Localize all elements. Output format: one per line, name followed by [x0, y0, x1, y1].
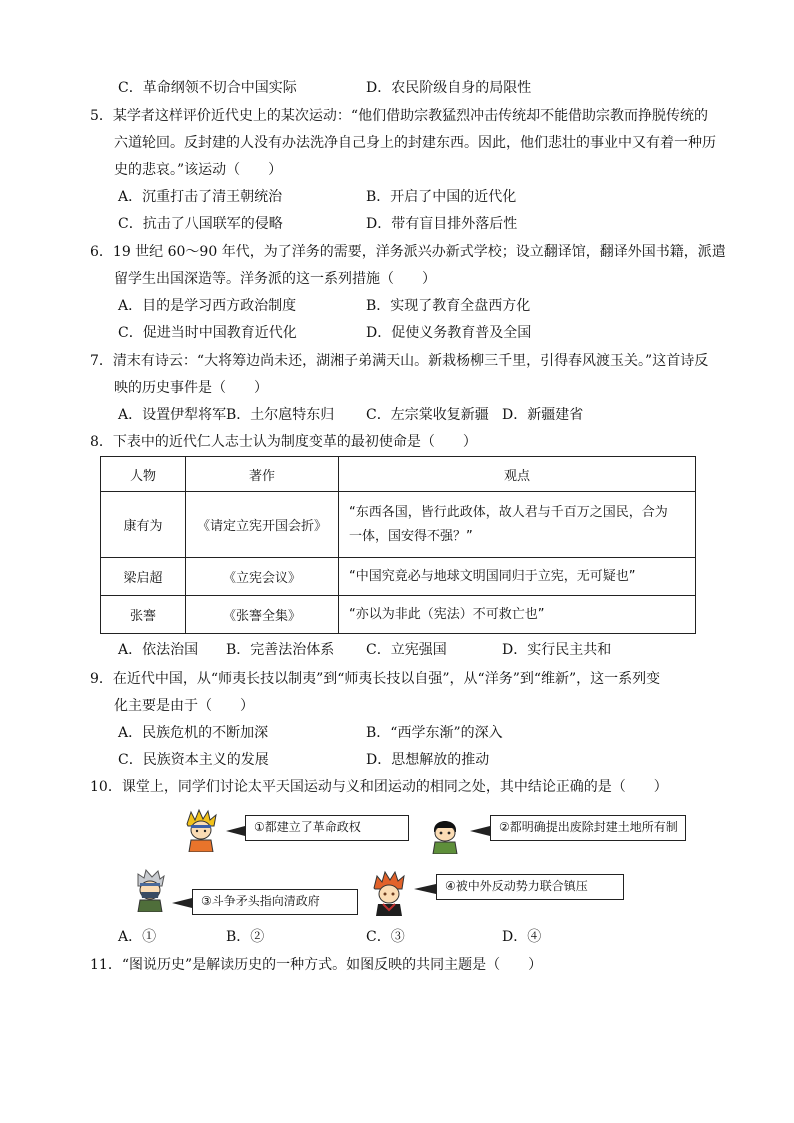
q8-option-a[interactable]: A．依法治国	[118, 642, 199, 658]
table-row	[101, 492, 696, 558]
q6-stem-line1: 6．19 世纪 60～90 年代，为了洋务的需要，洋务派兴办新式学校；设立翻译馆，翻译外国书籍，派遣	[90, 244, 726, 260]
q9-option-a[interactable]: A．民族危机的不断加深	[118, 725, 269, 741]
speech-bubble-1: ①都建立了革命政权	[245, 815, 409, 841]
q4-option-c[interactable]: C．革命纲领不切合中国实际	[118, 80, 297, 96]
q8-option-c[interactable]: C．立宪强国	[366, 642, 447, 658]
student-avatar-icon	[183, 808, 219, 852]
table-row	[101, 596, 696, 634]
q7-option-a[interactable]: A．设置伊犁将军	[118, 407, 227, 423]
q7-option-b[interactable]: B．土尔扈特东归	[226, 407, 335, 423]
q5-stem-line3: 史的悲哀。”该运动（ ）	[114, 162, 283, 178]
student-avatar-icon	[370, 870, 408, 916]
speech-bubble-3: ③斗争矛头指向清政府	[192, 889, 358, 915]
q6-stem-line2: 留学生出国深造等。洋务派的这一系列措施（ ）	[114, 271, 436, 287]
q7-stem-line1: 7．清末有诗云：“大将筹边尚未还，湖湘子弟满天山。新栽杨柳三千里，引得春风渡玉关。”这首诗反	[90, 353, 709, 369]
student-avatar-icon	[132, 868, 168, 912]
speech-bubble-4: ④被中外反动势力联合镇压	[436, 874, 624, 900]
q6-option-c[interactable]: C．促进当时中国教育近代化	[118, 325, 297, 341]
table-header-row	[101, 457, 696, 492]
table-cell-work: 《立宪会议》	[186, 558, 339, 596]
q4-option-d[interactable]: D．农民阶级自身的局限性	[366, 80, 532, 96]
q8-table	[100, 456, 696, 634]
table-row	[101, 558, 696, 596]
q5-option-a[interactable]: A．沉重打击了清王朝统治	[118, 189, 283, 205]
table-cell-view	[339, 492, 696, 558]
bubble-pointer	[172, 898, 192, 908]
q8-stem-line1: 8．下表中的近代仁人志士认为制度变革的最初使命是（ ）	[90, 434, 477, 450]
q5-stem-line2: 六道轮回。反封建的人没有办法洗净自己身上的封建东西。因此，他们悲壮的事业中又有着一种历	[114, 135, 716, 151]
q9-option-b[interactable]: B．“西学东渐”的深入	[366, 725, 503, 741]
table-cell-view: “亦以为非此（宪法）不可救亡也”	[339, 596, 696, 634]
q10-stem-line1: 10．课堂上，同学们讨论太平天国运动与义和团运动的相同之处，其中结论正确的是（ ）	[90, 779, 668, 795]
q6-option-d[interactable]: D．促使义务教育普及全国	[366, 325, 532, 341]
q8-option-d[interactable]: D．实行民主共和	[502, 642, 612, 658]
q9-stem-line2: 化主要是由于（ ）	[114, 698, 254, 714]
q7-option-d[interactable]: D．新疆建省	[502, 407, 584, 423]
q8-option-b[interactable]: B．完善法治体系	[226, 642, 335, 658]
q9-stem-line1: 9．在近代中国，从“师夷长技以制夷”到“师夷长技以自强”，从“洋务”到“维新”，这一系列变	[90, 671, 661, 687]
table-cell-view: “中国究竟必与地球文明国同归于立宪，无可疑也”	[339, 558, 696, 596]
q10-option-d[interactable]: D．④	[502, 929, 542, 945]
q5-stem-line1: 5．某学者这样评价近代史上的某次运动：“他们借助宗教猛烈冲击传统却不能借助宗教而挣脱传统的	[90, 108, 709, 124]
table-cell-work: 《请定立宪开国会折》	[186, 492, 339, 558]
q6-option-b[interactable]: B．实现了教育全盘西方化	[366, 298, 531, 314]
table-cell-work: 《张謇全集》	[186, 596, 339, 634]
q10-option-c[interactable]: C．③	[366, 929, 405, 945]
q5-option-d[interactable]: D．带有盲目排外落后性	[366, 216, 518, 232]
q10-option-a[interactable]: A．①	[118, 929, 157, 945]
bubble-pointer	[470, 826, 490, 836]
bubble-pointer	[414, 884, 436, 894]
q5-option-b[interactable]: B．开启了中国的近代化	[366, 189, 517, 205]
table-cell-person: 梁启超	[101, 558, 186, 596]
table-header-person: 人物	[101, 457, 186, 492]
q9-option-c[interactable]: C．民族资本主义的发展	[118, 752, 269, 768]
table-header-work: 著作	[186, 457, 339, 492]
student-avatar-icon	[428, 812, 462, 854]
table-cell-view-line2: 一体，国安得不强？”	[349, 528, 473, 544]
speech-bubble-2: ②都明确提出废除封建土地所有制	[490, 815, 686, 841]
q6-option-a[interactable]: A．目的是学习西方政治制度	[118, 298, 297, 314]
table-cell-person: 张謇	[101, 596, 186, 634]
q10-option-b[interactable]: B．②	[226, 929, 265, 945]
q7-stem-line2: 映的历史事件是（ ）	[114, 380, 268, 396]
q7-option-c[interactable]: C．左宗棠收复新疆	[366, 407, 489, 423]
table-cell-person: 康有为	[101, 492, 186, 558]
bubble-pointer	[226, 826, 245, 836]
table-header-view: 观点	[339, 457, 696, 492]
q9-option-d[interactable]: D．思想解放的推动	[366, 752, 490, 768]
q5-option-c[interactable]: C．抗击了八国联军的侵略	[118, 216, 283, 232]
table-cell-view-line1: “东西各国，皆行此政体，故人君与千百万之国民，合为	[349, 504, 668, 520]
q11-stem-line1: 11．“图说历史”是解读历史的一种方式。如图反映的共同主题是（ ）	[90, 957, 543, 973]
